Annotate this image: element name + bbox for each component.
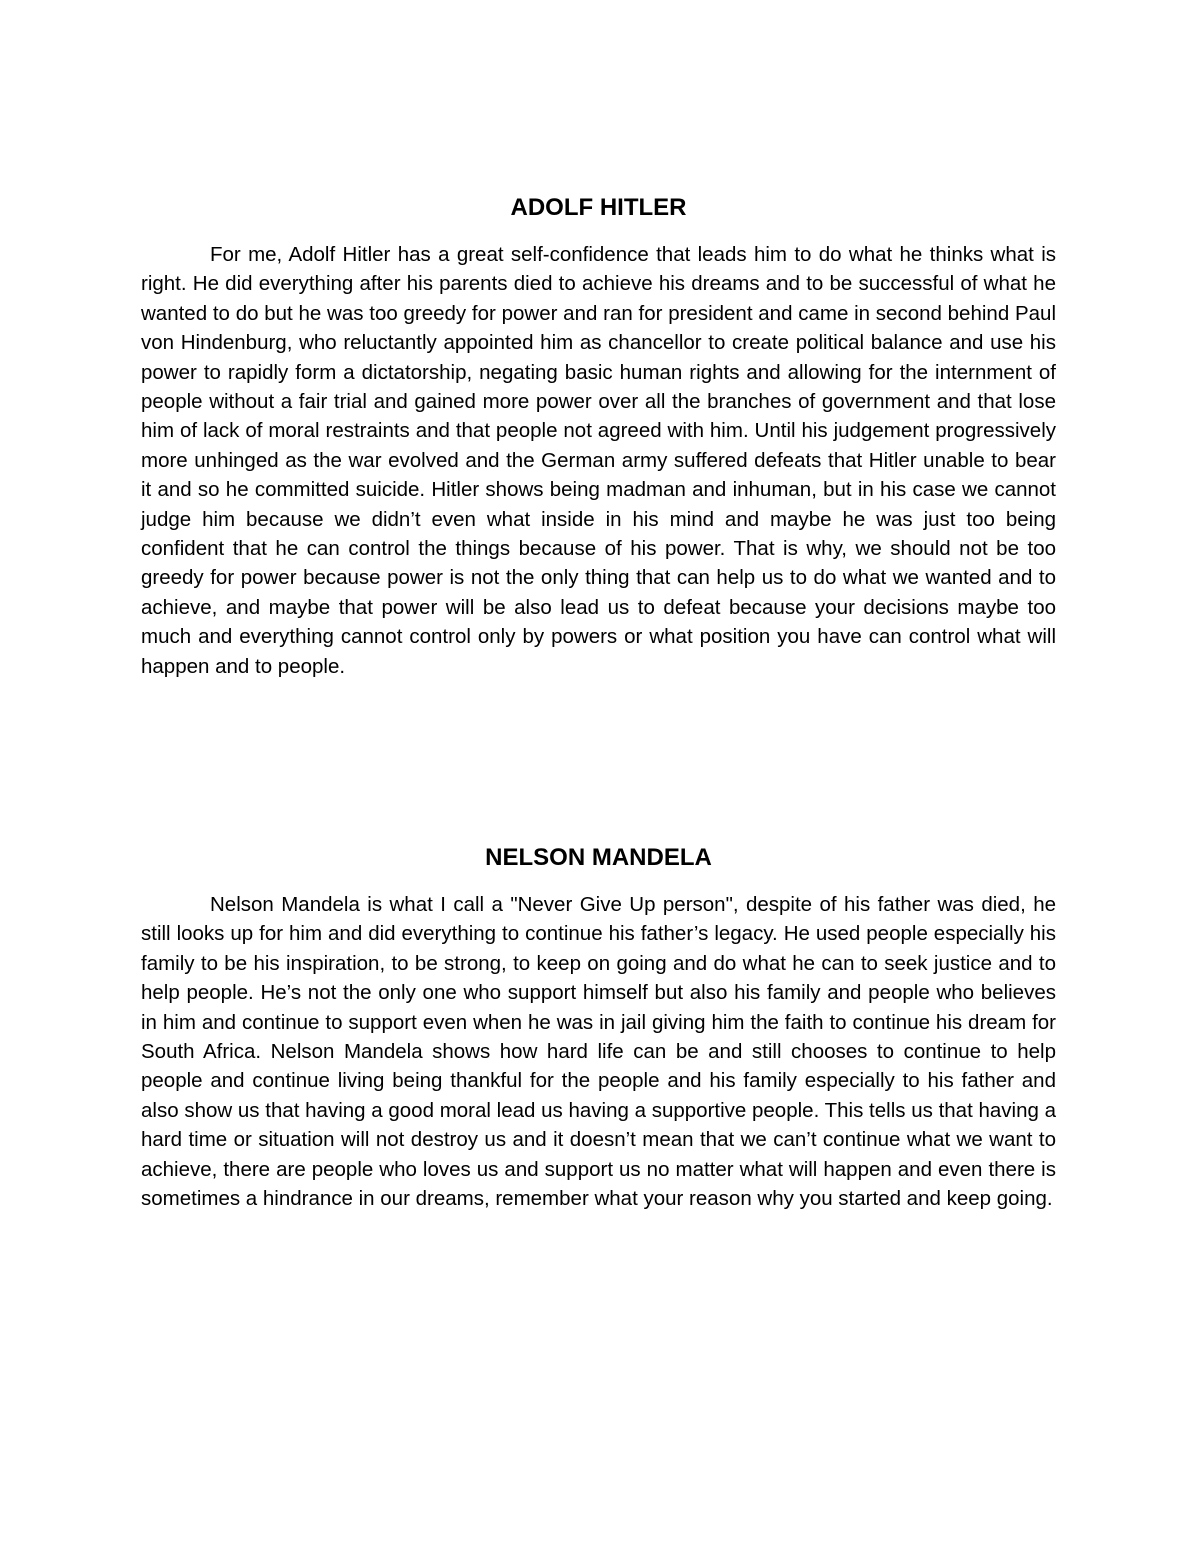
- section-paragraph: Nelson Mandela is what I call a "Never Give Up person", despite of his father was died, he still looks up for him and did everything to continue his father’s legacy. He used people especially his family to be his inspiration, to be strong, to keep on going and do what he can to seek justice and to help people. He’s not the only one who support himself but also his family and people who believes in him and continue to support even when he was in jail giving him the faith to continue his dream for South Africa. Nelson Mandela shows how hard life can be and still chooses to continue to help people and continue living being thankful for the people and his family especially to his father and also show us that having a good moral lead us having a supportive people. This tells us that having a hard time or situation will not destroy us and it doesn’t mean that we can’t continue what we want to achieve, there are people who loves us and support us no matter what will happen and even there is sometimes a hindrance in our dreams, remember what your reason why you started and keep going.: [141, 893, 1056, 1211]
- section-nelson-mandela: [141, 842, 1056, 1213]
- section-heading: NELSON MANDELA: [485, 844, 712, 871]
- section-heading: ADOLF HITLER: [510, 194, 687, 221]
- section-paragraph: For me, Adolf Hitler has a great self-confidence that leads him to do what he thinks what is right. He did everything after his parents died to achieve his dreams and to be successful of what he wanted to do but he was too greedy for power and ran for president and came in second behind Paul von Hindenburg, who reluctantly appointed him as chancellor to create political balance and use his power to rapidly form a dictatorship, negating basic human rights and allowing for the internment of people without a fair trial and gained more power over all the branches of government and that lose him of lack of moral restraints and that people not agreed with him. Until his judgement progressively more unhinged as the war evolved and the German army suffered defeats that Hitler unable to bear it and so he committed suicide. Hitler shows being madman and inhuman, but in his case we cannot judge him because we didn’t even what inside in his mind and maybe he was just too being confident that he can control the things because of his power. That is why, we should not be too greedy for power because power is not the only thing that can help us to do what we wanted and to achieve, and maybe that power will be also lead us to defeat because your decisions maybe too much and everything cannot control only by powers or what position you have can control what will happen and to people.: [141, 243, 1056, 678]
- section-adolf-hitler: [141, 192, 1056, 681]
